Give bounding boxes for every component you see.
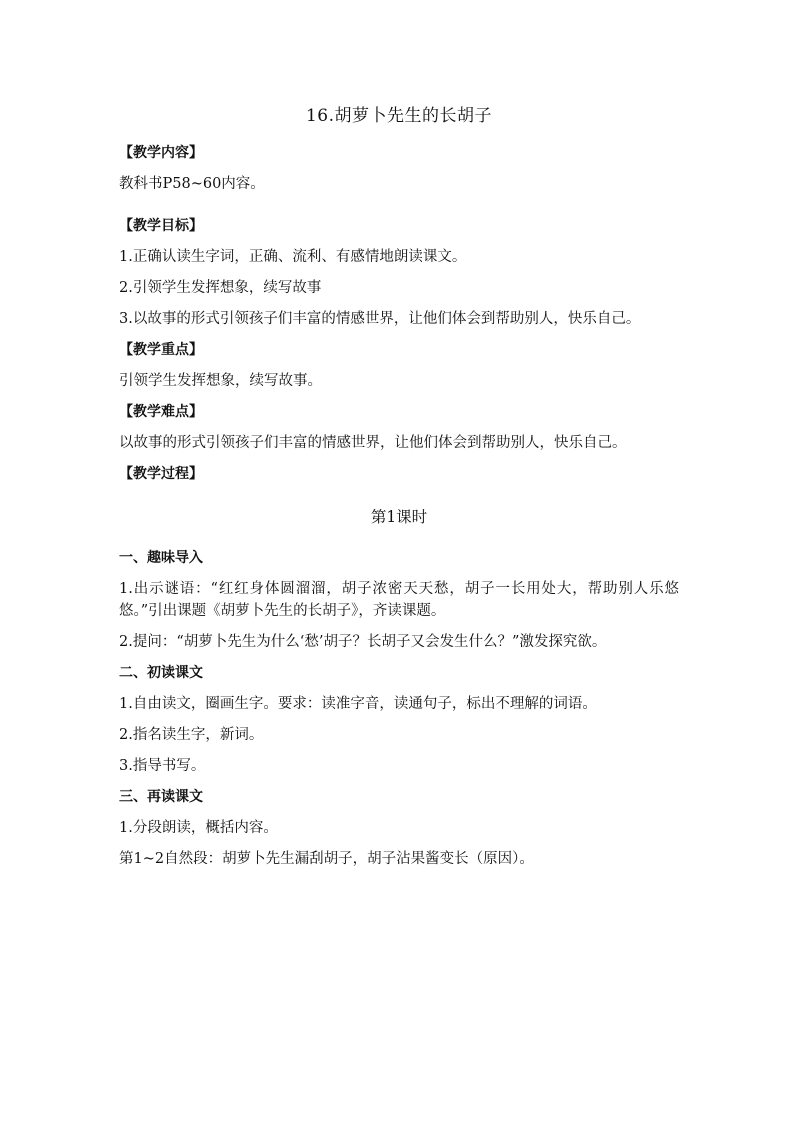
goal-item-2: 2.引领学生发挥想象，续写故事: [119, 280, 322, 296]
part-second-reading-item-1: 1.分段朗读，概括内容。: [119, 820, 278, 836]
document-title: 16.胡萝卜先生的长胡子: [305, 106, 493, 126]
part-heading-second-reading: 三、再读课文: [119, 789, 203, 805]
teaching-goals-heading: 【教学目标】: [119, 218, 203, 234]
teaching-difficulty-heading: 【教学难点】: [119, 404, 203, 420]
part-first-reading-item-3: 3.指导书写。: [119, 758, 206, 774]
lesson-title: 第1课时: [370, 508, 428, 526]
goal-item-3: 3.以故事的形式引领孩子们丰富的情感世界，让他们体会到帮助别人，快乐自己。: [119, 311, 641, 327]
teaching-content-heading: 【教学内容】: [119, 145, 203, 161]
teaching-focus-heading: 【教学重点】: [119, 342, 203, 358]
part-first-reading-item-2: 2.指名读生字，新词。: [119, 727, 264, 743]
part-second-reading-item-2: 第1~2自然段：胡萝卜先生漏刮胡子，胡子沾果酱变长（原因）。: [119, 851, 534, 867]
part-heading-intro: 一、趣味导入: [119, 550, 203, 566]
part-first-reading-item-1: 1.自由读文，圈画生字。要求：读准字音，读通句子，标出不理解的词语。: [119, 696, 597, 712]
goal-item-1: 1.正确认读生字词，正确、流利、有感情地朗读课文。: [119, 249, 467, 265]
teaching-content-text: 教科书P58~60内容。: [119, 176, 265, 192]
teaching-process-heading: 【教学过程】: [119, 466, 203, 482]
document-body: [119, 104, 679, 879]
part-heading-first-reading: 二、初读课文: [119, 665, 203, 681]
teaching-difficulty-text: 以故事的形式引领孩子们丰富的情感世界，让他们体会到帮助别人，快乐自己。: [119, 435, 627, 451]
part-intro-item-1: 1.出示谜语：“红红身体圆溜溜，胡子浓密天天愁，胡子一长用处大，帮助别人乐悠悠。”引出课题《胡萝卜先生的长胡子》，齐读课题。: [119, 581, 679, 619]
part-intro-item-2: 2.提问：“胡萝卜先生为什么‘愁’胡子？长胡子又会发生什么？”激发探究欲。: [119, 634, 607, 650]
teaching-focus-text: 引领学生发挥想象，续写故事。: [119, 373, 322, 389]
